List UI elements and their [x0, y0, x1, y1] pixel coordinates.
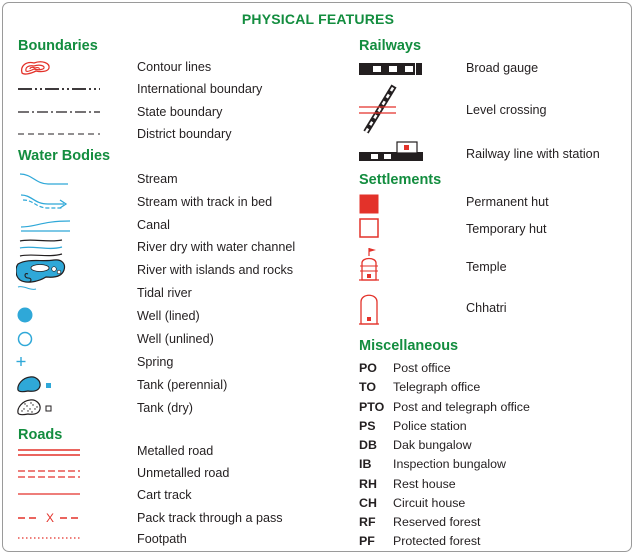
abbr-code: RH: [359, 477, 377, 491]
settlement-label: Temple: [466, 260, 507, 274]
stream-icon: [18, 170, 70, 188]
water-label: River with islands and rocks: [137, 263, 294, 277]
abbr-code: PF: [359, 534, 375, 548]
settlements-heading: Settlements: [359, 172, 442, 188]
abbr-label: Dak bungalow: [393, 438, 472, 452]
abbr-code: PO: [359, 361, 377, 375]
abbr-code: IB: [359, 457, 372, 471]
spring-icon: [16, 356, 30, 370]
boundaries-heading: Boundaries: [18, 38, 98, 54]
tidal-river-icon: [16, 283, 46, 297]
abbr-label: Inspection bungalow: [393, 457, 506, 471]
level-crossing-icon: [356, 82, 400, 138]
abbr-label: Police station: [393, 419, 467, 433]
abbr-code: PS: [359, 419, 376, 433]
tank-dry-icon: [16, 398, 56, 418]
road-label: Unmetalled road: [137, 466, 230, 480]
boundary-label: International boundary: [137, 82, 263, 96]
abbr-code: TO: [359, 380, 376, 394]
abbr-code: RF: [359, 515, 376, 529]
abbr-label: Circuit house: [393, 496, 466, 510]
contour-lines-icon: [18, 57, 54, 77]
abbr-label: Rest house: [393, 477, 456, 491]
settlement-label: Permanent hut: [466, 195, 549, 209]
railway-label: Railway line with station: [466, 147, 600, 161]
pack-track-icon: [18, 509, 84, 525]
road-label: Footpath: [137, 532, 187, 546]
temple-icon: [359, 246, 383, 284]
miscellaneous-heading: Miscellaneous: [359, 338, 459, 354]
canal-icon: [18, 216, 72, 234]
stream-with-track-icon: [18, 192, 70, 214]
legend-title: PHYSICAL FEATURES: [241, 11, 395, 27]
abbr-label: Protected forest: [393, 534, 481, 548]
pack-track-marker: X: [45, 511, 55, 525]
road-label: Pack track through a pass: [137, 511, 283, 525]
water-label: Tank (dry): [137, 401, 193, 415]
water-label: Well (unlined): [137, 332, 214, 346]
water-label: Tidal river: [137, 286, 192, 300]
chhatri-icon: [359, 290, 383, 326]
water-label: Well (lined): [137, 309, 200, 323]
district-boundary-icon: [18, 129, 100, 139]
footpath-icon: [18, 534, 82, 542]
abbr-label: Post office: [393, 361, 451, 375]
boundary-label: Contour lines: [137, 60, 212, 74]
water-label: Canal: [137, 218, 170, 232]
roads-heading: Roads: [18, 427, 63, 443]
abbr-code: PTO: [359, 400, 385, 414]
cart-track-icon: [18, 490, 82, 498]
tank-perennial-icon: [16, 375, 56, 395]
water-label: Spring: [137, 355, 174, 369]
river-dry-icon: [18, 237, 66, 259]
metalled-road-icon: [18, 447, 82, 459]
railway-label: Level crossing: [466, 103, 547, 117]
water-label: Tank (perennial): [137, 378, 228, 392]
abbr-label: Post and telegraph office: [393, 400, 530, 414]
railway-station-icon: [359, 140, 427, 166]
abbr-label: Telegraph office: [393, 380, 481, 394]
abbr-label: Reserved forest: [393, 515, 481, 529]
international-boundary-icon: [18, 84, 100, 94]
permanent-hut-icon: [359, 194, 381, 216]
temporary-hut-icon: [359, 218, 381, 240]
water-bodies-heading: Water Bodies: [18, 148, 111, 164]
road-label: Cart track: [137, 488, 192, 502]
state-boundary-icon: [18, 107, 100, 117]
water-label: Stream: [137, 172, 178, 186]
settlement-label: Chhatri: [466, 301, 507, 315]
road-label: Metalled road: [137, 444, 214, 458]
water-label: River dry with water channel: [137, 240, 296, 254]
well-unlined-icon: [16, 330, 36, 350]
abbr-code: CH: [359, 496, 377, 510]
broad-gauge-icon: [359, 62, 425, 76]
well-lined-icon: [16, 306, 36, 326]
abbr-code: DB: [359, 438, 377, 452]
railways-heading: Railways: [359, 38, 422, 54]
railway-label: Broad gauge: [466, 61, 539, 75]
boundary-label: District boundary: [137, 127, 232, 141]
unmetalled-road-icon: [18, 468, 82, 482]
boundary-label: State boundary: [137, 105, 223, 119]
settlement-label: Temporary hut: [466, 222, 547, 236]
water-label: Stream with track in bed: [137, 195, 273, 209]
